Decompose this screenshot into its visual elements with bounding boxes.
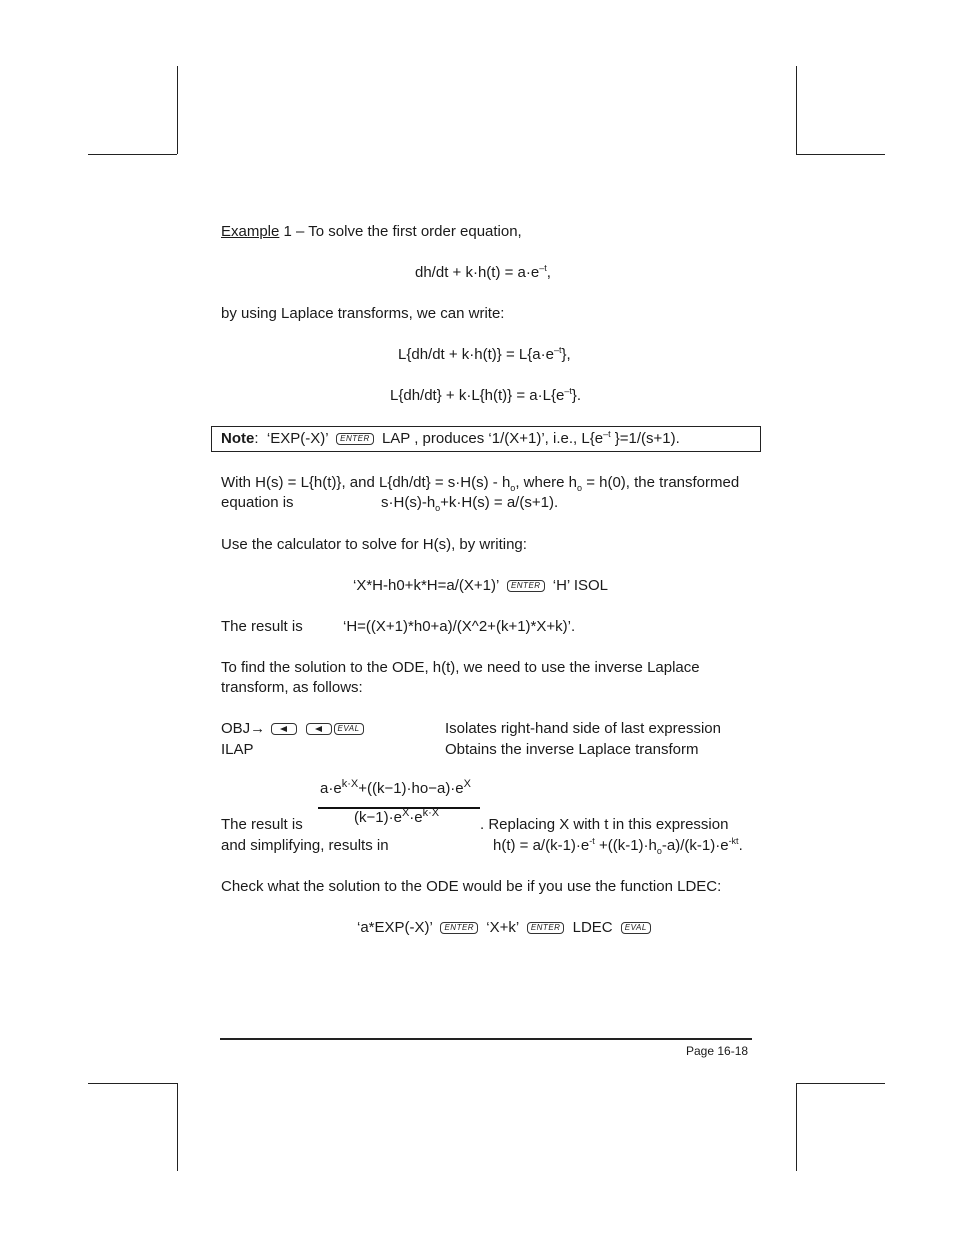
eval-key-icon: EVAL — [621, 922, 651, 934]
example-intro-text: 1 – To solve the first order equation, — [283, 223, 522, 240]
ldec-part3: LDEC — [572, 919, 613, 936]
note-part1: ‘EXP(-X)’ — [266, 430, 328, 447]
transform-sub-1: o — [510, 483, 516, 493]
note-line — [221, 429, 680, 449]
calc-command — [353, 576, 608, 596]
simplified-end: . — [738, 837, 743, 854]
transform-line-1 — [221, 473, 739, 493]
enter-key-icon: ENTER — [440, 922, 478, 934]
result-1-label: The result is — [221, 618, 303, 635]
transform-text-c: = h(0), the transformed — [586, 474, 740, 491]
ldec-part2: ‘X+k’ — [486, 919, 519, 936]
equation-2-text: L{dh/dt + k·h(t)} = L{a·e — [398, 346, 554, 363]
numerator-a: a·e — [320, 780, 342, 797]
left-shift-key-icon — [271, 723, 297, 735]
note-label: Note — [221, 430, 255, 447]
simplified-a: h(t) = a/(k-1)·e — [493, 837, 590, 854]
simplified-c: -a)/(k-1)·e — [661, 837, 729, 854]
denominator-a: (k−1)·e — [354, 809, 402, 826]
note-exp: –t — [603, 429, 611, 439]
result-2-label: The result is — [221, 816, 303, 833]
transform-line-2-label: equation is — [221, 494, 294, 511]
step-2-command: ILAP — [221, 741, 254, 758]
note-part3: }=1/(s+1). — [614, 430, 680, 447]
transform-sub-2: o — [577, 483, 583, 493]
crop-mark-bottom-left-horizontal — [88, 1083, 177, 1084]
fraction-denominator — [354, 809, 439, 826]
fraction-numerator — [320, 780, 471, 797]
simplified-b: +((k-1)·h — [594, 837, 657, 854]
simplified-sub: o — [656, 846, 662, 856]
simplified-exp-2: -kt — [728, 836, 739, 846]
crop-mark-top-right-horizontal — [796, 154, 885, 155]
left-shift-key-icon — [306, 723, 332, 735]
example-label: Example — [221, 223, 280, 240]
equation-1-text: dh/dt + k·h(t) = a·e — [415, 264, 540, 281]
numerator-exp-1: k·X — [341, 778, 359, 790]
equation-3-exp: –t — [564, 386, 572, 396]
crop-mark-bottom-right-horizontal — [796, 1083, 885, 1084]
equation-1-exp: –t — [539, 263, 547, 273]
transform-text-a: With H(s) = L{h(t)}, and L{dh/dt} = s·H(s) - h — [221, 474, 511, 491]
ode-intro-line-2: transform, as follows: — [221, 679, 363, 696]
equation-2-end: }, — [561, 346, 571, 363]
obj-command: OBJ→ — [221, 720, 266, 737]
equation-2-exp: –t — [553, 345, 562, 355]
ldec-command — [357, 918, 655, 938]
denominator-exp-1: X — [401, 807, 410, 819]
denominator-exp-2: k·X — [422, 807, 440, 819]
ldec-intro: Check what the solution to the ODE would be if you use the function LDEC: — [221, 878, 722, 895]
step-1-description: Isolates right-hand side of last expression — [445, 720, 721, 737]
step-1-command — [221, 719, 368, 739]
result-2-simplify-label: and simplifying, results in — [221, 837, 389, 854]
equation-3 — [390, 386, 581, 406]
laplace-intro: by using Laplace transforms, we can write: — [221, 305, 505, 322]
note-colon: : — [254, 430, 259, 447]
crop-mark-top-left-vertical — [177, 66, 178, 154]
crop-mark-top-right-vertical — [796, 66, 797, 154]
crop-mark-top-left-horizontal — [88, 154, 177, 155]
result-fraction — [318, 780, 480, 832]
denominator-b: ·e — [409, 809, 423, 826]
enter-key-icon: ENTER — [336, 433, 374, 445]
footer-rule — [220, 1038, 752, 1040]
equation-2 — [398, 345, 571, 365]
result-2-replace: . Replacing X with t in this expression — [480, 816, 729, 833]
enter-key-icon: ENTER — [507, 580, 545, 592]
calc-command-part2: ‘H’ ISOL — [552, 577, 609, 594]
crop-mark-bottom-left-vertical — [177, 1083, 178, 1171]
transform-eq-sub: o — [435, 503, 441, 513]
numerator-b: +((k−1)·ho−a)·e — [358, 780, 464, 797]
example-intro — [221, 222, 522, 242]
ode-intro-line-1: To find the solution to the ODE, h(t), we need to use the inverse Laplace — [221, 659, 700, 676]
note-part2: LAP , produces ‘1/(X+1)’, i.e., L{e — [381, 430, 604, 447]
ldec-part1: ‘a*EXP(-X)’ — [357, 919, 433, 936]
result-2-simplified — [493, 836, 743, 856]
enter-key-icon: ENTER — [527, 922, 565, 934]
result-1-value: ‘H=((X+1)*h0+a)/(X^2+(k+1)*X+k)’. — [343, 618, 576, 635]
equation-3-end: }. — [571, 387, 582, 404]
transform-text-b: , where h — [515, 474, 578, 491]
equation-1-end: , — [546, 264, 551, 281]
equation-3-text: L{dh/dt} + k·L{h(t)} = a·L{e — [390, 387, 565, 404]
step-2-description: Obtains the inverse Laplace transform — [445, 741, 699, 758]
transform-eq-b: +k·H(s) = a/(s+1). — [440, 494, 559, 511]
calc-command-part1: ‘X*H-h0+k*H=a/(X+1)’ — [353, 577, 499, 594]
calc-intro: Use the calculator to solve for H(s), by writing: — [221, 536, 527, 553]
page-number: Page 16-18 — [686, 1044, 749, 1058]
simplified-exp-1: -t — [589, 836, 595, 846]
transform-eq-a: s·H(s)-h — [381, 494, 436, 511]
crop-mark-bottom-right-vertical — [796, 1083, 797, 1171]
equation-1 — [415, 263, 551, 283]
numerator-exp-2: X — [463, 778, 471, 790]
transform-line-2-equation — [381, 493, 558, 513]
eval-key-icon: EVAL — [334, 723, 364, 735]
